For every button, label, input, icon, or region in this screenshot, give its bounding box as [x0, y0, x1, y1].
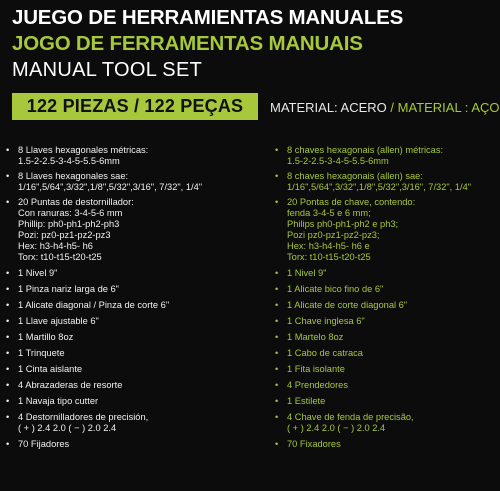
bullet-icon: •: [6, 412, 10, 422]
list-item: [275, 284, 497, 295]
list-item: [6, 396, 238, 407]
bullet-icon: •: [275, 316, 279, 326]
bullet-icon: •: [275, 348, 279, 358]
list-item-line: ( + ) 2.4 2.0 ( − ) 2.0 2.4: [287, 423, 386, 433]
list-item: [275, 316, 497, 327]
bullet-icon: •: [275, 145, 279, 155]
list-item: [6, 380, 238, 391]
bullet-icon: •: [275, 364, 279, 374]
list-item-line: ( + ) 2.4 2.0 ( − ) 2.0 2.4: [18, 423, 117, 433]
bullet-icon: •: [6, 284, 10, 294]
title-spanish: JUEGO DE HERRAMIENTAS MANUALES: [12, 6, 404, 29]
list-item: [275, 396, 497, 407]
bullet-icon: •: [275, 171, 279, 181]
list-item-line: Pozi pz0-pz1-pz2-pz3;: [287, 230, 380, 240]
list-item-line: 1 Fita isolante: [287, 364, 345, 374]
list-item: [275, 197, 497, 263]
list-item-line: 1 Cabo de catraca: [287, 348, 363, 358]
list-item: [6, 332, 238, 343]
bullet-icon: •: [275, 332, 279, 342]
list-item-line: 4 Chave de fenda de precisão,: [287, 412, 414, 422]
list-item-line: 4 Destornilladores de precisión,: [18, 412, 149, 422]
bullet-icon: •: [6, 145, 10, 155]
material-spanish: MATERIAL: ACERO: [270, 100, 387, 115]
list-item-line: 1/16",5/64",3/32",1/8",5/32",3/16", 7/32", 1/4": [18, 182, 203, 192]
list-item: [275, 171, 497, 193]
list-item: [275, 145, 497, 167]
bullet-icon: •: [6, 316, 10, 326]
bullet-icon: •: [275, 197, 279, 207]
list-item-line: Pozi: pz0-pz1-pz2-pz3: [18, 230, 111, 240]
list-item-line: 70 Fixadores: [287, 439, 341, 449]
bullet-icon: •: [275, 284, 279, 294]
bullet-icon: •: [275, 380, 279, 390]
list-item-line: 4 Abrazaderas de resorte: [18, 380, 123, 390]
list-item-line: 70 Fijadores: [18, 439, 70, 449]
bullet-icon: •: [275, 396, 279, 406]
list-item-line: 4 Prendedores: [287, 380, 348, 390]
list-item: [6, 268, 238, 279]
list-item: [6, 284, 238, 295]
bullet-icon: •: [6, 396, 10, 406]
material-portuguese: / MATERIAL : AÇO: [386, 100, 500, 115]
list-item: [6, 300, 238, 311]
bullet-icon: •: [6, 197, 10, 207]
list-item-line: 1 Martillo 8oz: [18, 332, 74, 342]
list-item-line: 1 Chave inglesa 6": [287, 316, 365, 326]
bullet-icon: •: [275, 439, 279, 449]
list-item-line: Phillip: ph0-ph1-ph2-ph3: [18, 219, 120, 229]
list-item-line: fenda 3-4-5 e 6 mm;: [287, 208, 371, 218]
list-item-line: 1 Alicate bico fino de 6": [287, 284, 384, 294]
list-item-line: 1 Nivel 9": [287, 268, 327, 278]
list-item: [275, 348, 497, 359]
list-item: [6, 145, 238, 167]
list-item-line: 1/16",5/64",3/32",1/8",5/32",3/16", 7/32", 1/4": [287, 182, 472, 192]
list-item-line: 1.5-2-2.5-3-4-5-5.5-6mm: [287, 156, 389, 166]
list-item: [275, 364, 497, 375]
list-item: [6, 171, 238, 193]
list-item-line: Hex: h3-h4-h5- h6 e: [287, 241, 370, 251]
list-item: [275, 412, 497, 434]
bullet-icon: •: [6, 300, 10, 310]
bullet-icon: •: [6, 171, 10, 181]
list-item: [275, 300, 497, 311]
piece-count-badge: 122 PIEZAS / 122 PEÇAS: [12, 93, 258, 120]
title-portuguese: JOGO DE FERRAMENTAS MANUAIS: [12, 32, 363, 55]
list-item-line: 1 Cinta aislante: [18, 364, 83, 374]
list-item-line: 1 Martelo 8oz: [287, 332, 344, 342]
bullet-icon: •: [275, 268, 279, 278]
bullet-icon: •: [6, 268, 10, 278]
list-item: [275, 439, 497, 450]
list-item-line: 1 Trinquete: [18, 348, 65, 358]
list-item: [6, 348, 238, 359]
list-item-line: Con ranuras: 3-4-5-6 mm: [18, 208, 123, 218]
list-item: [6, 316, 238, 327]
list-item-line: 20 Pontas de chave, contendo:: [287, 197, 416, 207]
list-item-line: 1.5-2-2.5-3-4-5-5.5-6mm: [18, 156, 120, 166]
list-item: [275, 332, 497, 343]
list-item: [6, 412, 238, 434]
list-item-line: 1 Pinza nariz larga de 6": [18, 284, 119, 294]
material-label: [270, 100, 500, 115]
list-item-line: 1 Alicate de corte diagonal 6": [287, 300, 408, 310]
list-item: [6, 197, 238, 263]
list-item-line: 1 Estilete: [287, 396, 326, 406]
list-item-line: 1 Nivel 9": [18, 268, 58, 278]
list-item-line: 8 Llaves hexagonales sae:: [18, 171, 129, 181]
list-item-line: Torx: t10-t15-t20-t25: [287, 252, 371, 262]
title-english: MANUAL TOOL SET: [12, 59, 203, 81]
list-item: [275, 268, 497, 279]
bullet-icon: •: [275, 300, 279, 310]
list-item-line: 1 Navaja tipo cutter: [18, 396, 99, 406]
list-item-line: 20 Puntas de destornillador:: [18, 197, 134, 207]
bullet-icon: •: [6, 439, 10, 449]
bullet-icon: •: [6, 380, 10, 390]
list-item: [6, 364, 238, 375]
list-item: [6, 439, 238, 450]
list-item-line: 1 Alicate diagonal / Pinza de corte 6": [18, 300, 170, 310]
list-item: [275, 380, 497, 391]
list-item-line: 8 chaves hexagonais (allen) sae:: [287, 171, 423, 181]
portuguese-item-list: [275, 145, 497, 455]
list-item-line: Philips ph0-ph1-ph2 e ph3;: [287, 219, 399, 229]
bullet-icon: •: [6, 364, 10, 374]
list-item-line: Hex: h3-h4-h5- h6: [18, 241, 93, 251]
list-item-line: 8 chaves hexagonais (allen) métricas:: [287, 145, 444, 155]
list-item-line: 1 Llave ajustable 6": [18, 316, 99, 326]
bullet-icon: •: [6, 332, 10, 342]
bullet-icon: •: [6, 348, 10, 358]
bullet-icon: •: [275, 412, 279, 422]
list-item-line: 8 Llaves hexagonales métricas:: [18, 145, 149, 155]
spanish-item-list: [6, 145, 238, 455]
list-item-line: Torx: t10-t15-t20-t25: [18, 252, 102, 262]
